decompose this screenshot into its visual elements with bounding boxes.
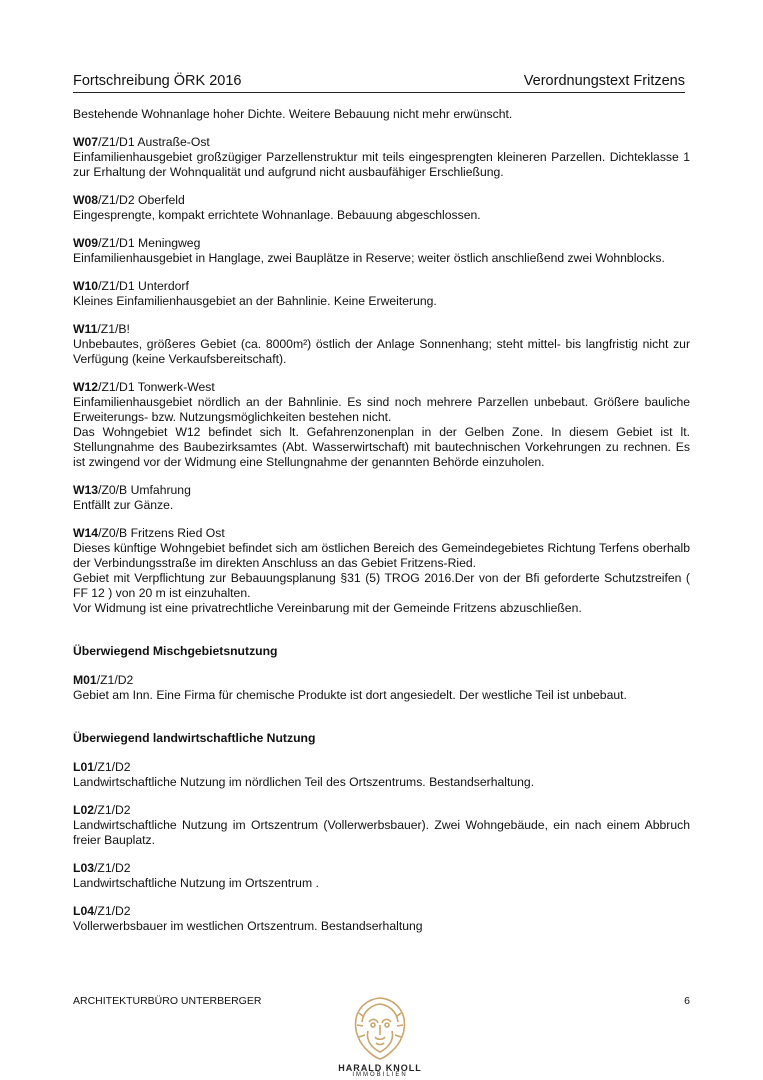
page-header [73, 72, 685, 93]
zone-code: W12 [73, 380, 99, 394]
document-body [73, 107, 690, 947]
zone-description: Landwirtschaftliche Nutzung im nördlichen Teil des Ortszentrums. Bestandserhaltung. [73, 775, 535, 789]
page-number: 6 [684, 995, 690, 1007]
zone-code: W07 [73, 135, 99, 149]
zone-entry [73, 322, 690, 367]
zone-description: Das Wohngebiet W12 befindet sich lt. Gefahrenzonenplan in der Gelben Zone. In diesem Gebiet ist lt. Stellungnahme des Baubezirksamtes (Abt. Wasserwirtschaft) mit bautechnischen Vorkehrungen zu rechnen. Es ist zwingend vor der Widmung eine Stellungnahme der genannten Behörde einzuholen. [73, 425, 690, 469]
intro-paragraph: Bestehende Wohnanlage hoher Dichte. Weitere Bebauung nicht mehr erwünscht. [73, 107, 513, 121]
zone-entry [73, 904, 690, 934]
zone-designation: /Z1/D1 Austraße-Ost [98, 135, 210, 149]
zone-entry [73, 673, 690, 703]
zone-entry-heading [73, 380, 690, 395]
zone-code: W10 [73, 279, 99, 293]
zone-description: Gebiet am Inn. Eine Firma für chemische Produkte ist dort angesiedelt. Der westliche Teil ist unbebaut. [73, 688, 627, 702]
zone-description: Kleines Einfamilienhausgebiet an der Bahnlinie. Keine Erweiterung. [73, 294, 437, 308]
header-document-name: Verordnungstext Fritzens [523, 73, 685, 89]
zone-entry-heading [73, 904, 690, 919]
zone-code: W08 [73, 193, 99, 207]
zone-entry-heading [73, 861, 690, 876]
zone-entry [73, 193, 690, 223]
zone-description: Vollerwerbsbauer im westlichen Ortszentrum. Bestandserhaltung [73, 919, 423, 933]
zone-description: Gebiet mit Verpflichtung zur Bebauungsplanung §31 (5) TROG 2016.Der von der Bfi geforderte Schutzstreifen ( FF 12 ) von 20 m ist einzuhalten. [73, 571, 690, 600]
zone-entry-heading [73, 322, 690, 337]
zone-designation: /Z1/D2 [94, 760, 131, 774]
zone-entry-heading [73, 279, 690, 294]
logo-name: HARALD KNOLL [338, 1063, 422, 1073]
zone-entry [73, 861, 690, 891]
zone-designation: /Z0/B Fritzens Ried Ost [98, 526, 225, 540]
zone-description: Landwirtschaftliche Nutzung im Ortszentrum (Vollerwerbsbauer). Zwei Wohngebäude, ein nach einem Abbruch freier Bauplatz. [73, 818, 690, 847]
zone-description: Landwirtschaftliche Nutzung im Ortszentrum . [73, 876, 319, 890]
zone-description: Entfällt zur Gänze. [73, 498, 174, 512]
zone-description: Einfamilienhausgebiet großzügiger Parzellenstruktur mit teils eingesprengten kleineren Parzellen. Dichteklasse 1 zur Erhaltung der Wohnqualität und aufgrund nicht ausbaufähiger Erschließung. [73, 150, 690, 179]
zone-entry-heading [73, 193, 690, 208]
zone-designation: /Z1/D1 Meningweg [98, 236, 201, 250]
zone-description: Unbebautes, größeres Gebiet (ca. 8000m²) östlich der Anlage Sonnenhang; steht mittel- bis langfristig nicht zur Verfügung (keine Verkaufsbereitschaft). [73, 337, 690, 366]
zone-entry [73, 803, 690, 848]
zone-designation: /Z1/D2 Oberfeld [98, 193, 185, 207]
zone-designation: /Z1/D2 [94, 803, 131, 817]
zone-designation: /Z0/B Umfahrung [98, 483, 191, 497]
residential-entries [73, 135, 690, 616]
zone-entry [73, 526, 690, 616]
zone-designation: /Z1/D2 [96, 673, 134, 687]
section-heading-agricultural: Überwiegend landwirtschaftliche Nutzung [73, 731, 316, 745]
zone-code: L01 [73, 760, 95, 774]
zone-entry-heading [73, 526, 690, 541]
zone-entry [73, 380, 690, 470]
zone-entry [73, 279, 690, 309]
zone-entry-heading [73, 135, 690, 150]
section-heading-mixed-use: Überwiegend Mischgebietsnutzung [73, 644, 278, 658]
zone-description: Einfamilienhausgebiet in Hanglage, zwei Bauplätze in Reserve; weiter östlich anschließend zwei Wohnblocks. [73, 251, 665, 265]
zone-entry [73, 135, 690, 180]
zone-code: W09 [73, 236, 99, 250]
zone-designation: /Z1/D2 [94, 904, 131, 918]
lion-head-icon [350, 995, 410, 1061]
zone-entry-heading [73, 760, 690, 775]
zone-entry-heading [73, 236, 690, 251]
zone-entry [73, 760, 690, 790]
zone-entry-heading [73, 483, 690, 498]
zone-entry [73, 483, 690, 513]
zone-description: Einfamilienhausgebiet nördlich an der Bahnlinie. Es sind noch mehrere Parzellen unbebaut. Größere bauliche Erweiterungs- bzw. Nutzungsmöglichkeiten bestehen nicht. [73, 395, 690, 424]
zone-code: L04 [73, 904, 95, 918]
zone-designation: /Z1/D1 Tonwerk-West [98, 380, 215, 394]
zone-code: L03 [73, 861, 95, 875]
zone-code: M01 [73, 673, 97, 687]
zone-description: Dieses künftige Wohngebiet befindet sich am östlichen Bereich des Gemeindegebietes Richtung Terfens oberhalb der Verbindungsstraße im direkten Anschluss an das Gebiet Fritzens-Ried. [73, 541, 690, 570]
zone-description: Eingesprengte, kompakt errichtete Wohnanlage. Bebauung abgeschlossen. [73, 208, 481, 222]
zone-code: W13 [73, 483, 99, 497]
zone-designation: /Z1/D1 Unterdorf [98, 279, 189, 293]
zone-description: Vor Widmung ist eine privatrechtliche Vereinbarung mit der Gemeinde Fritzens abzuschließen. [73, 601, 582, 615]
footer-office-name: ARCHITEKTURBÜRO UNTERBERGER [73, 995, 262, 1007]
agricultural-entries [73, 760, 690, 934]
zone-designation: /Z1/B! [97, 322, 130, 336]
zone-designation: /Z1/D2 [94, 861, 131, 875]
logo-subtitle: IMMOBILIEN [352, 1072, 408, 1078]
watermark-logo [332, 995, 428, 1079]
zone-code: W14 [73, 526, 99, 540]
mixed-use-entries [73, 673, 690, 703]
header-title: Fortschreibung ÖRK 2016 [73, 73, 242, 89]
zone-entry-heading [73, 803, 690, 818]
zone-code: L02 [73, 803, 95, 817]
zone-entry [73, 236, 690, 266]
zone-code: W11 [73, 322, 98, 336]
zone-entry-heading [73, 673, 690, 688]
